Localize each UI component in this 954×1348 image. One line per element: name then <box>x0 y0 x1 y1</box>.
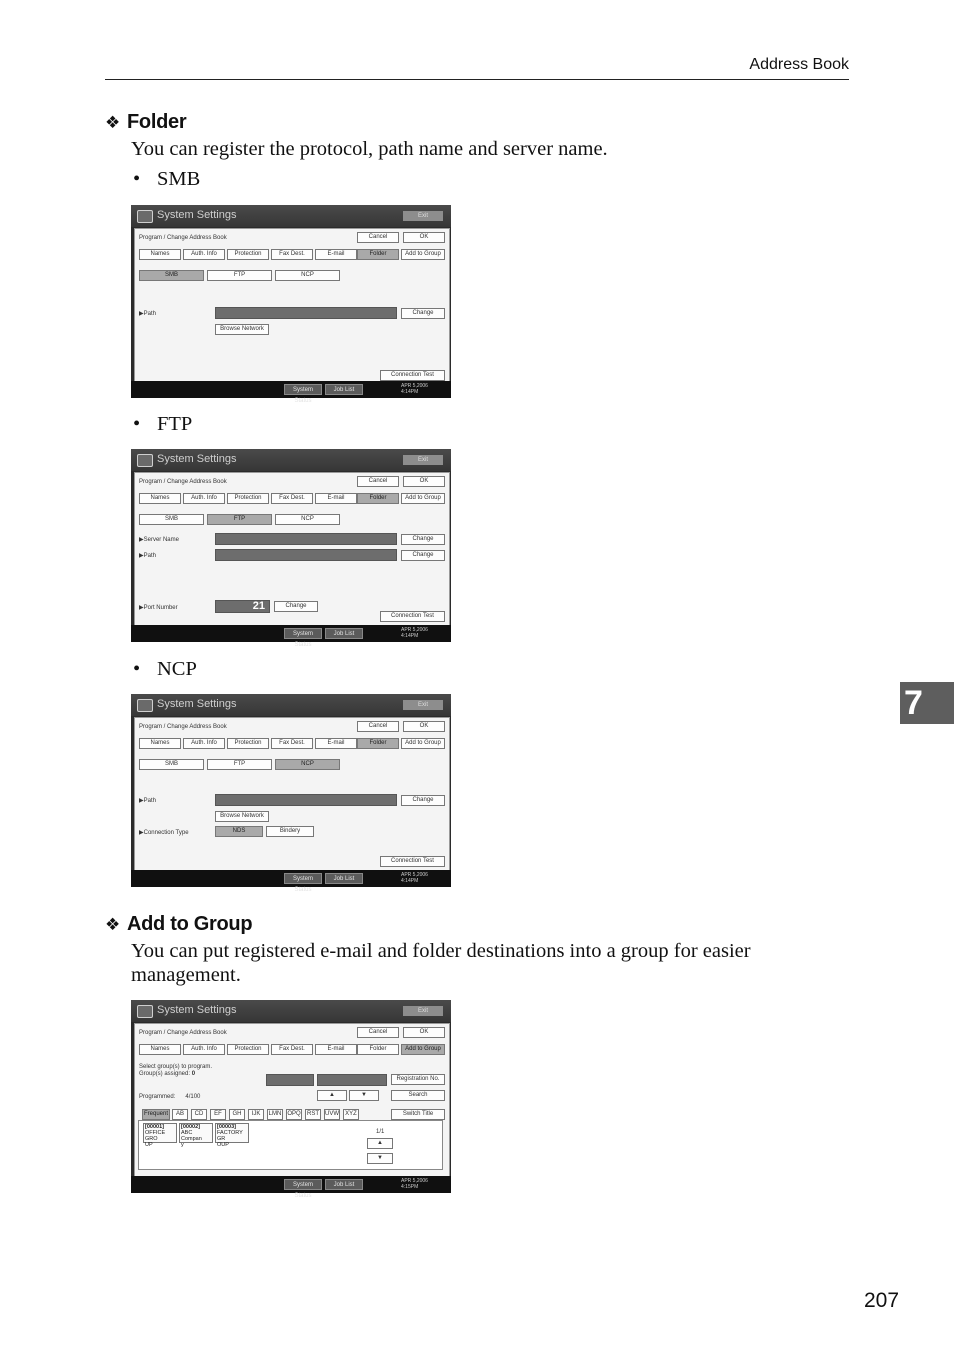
protocol-smb-button[interactable]: SMB <box>139 514 204 525</box>
app-title: System Settings <box>157 1004 237 1016</box>
group-entry[interactable]: [00003] FACTORY GR OUP <box>215 1123 249 1143</box>
tab-add-to-group[interactable]: Add to Group <box>401 249 445 260</box>
switch-title-button[interactable]: Switch Title <box>391 1109 445 1120</box>
tab-protection[interactable]: Protection <box>227 1044 269 1055</box>
protocol-ftp-button[interactable]: FTP <box>207 270 272 281</box>
ok-button[interactable]: OK <box>403 232 445 243</box>
screen-body <box>134 228 450 383</box>
ncp-screenshot <box>131 694 451 893</box>
date-time: APR 5,2006 4:14PM <box>401 872 428 884</box>
tab-folder[interactable]: Folder <box>357 493 399 504</box>
server-name-change-button[interactable]: Change <box>401 534 445 545</box>
connection-test-button[interactable]: Connection Test <box>380 611 445 622</box>
date-time: APR 5,2006 4:14PM <box>401 627 428 639</box>
tab-email[interactable]: E-mail <box>315 1044 357 1055</box>
ok-button[interactable]: OK <box>403 476 445 487</box>
select-instructions: Select group(s) to program. Group(s) assigned: 0 <box>139 1064 213 1077</box>
exit-button[interactable]: Exit <box>403 211 443 221</box>
protocol-ncp-button[interactable]: NCP <box>275 270 340 281</box>
tab-protection[interactable]: Protection <box>227 249 269 260</box>
path-change-button[interactable]: Change <box>401 308 445 319</box>
port-number-field[interactable]: 21 <box>215 600 270 613</box>
exit-button[interactable]: Exit <box>403 1006 443 1016</box>
folder-heading <box>105 111 186 134</box>
tab-folder[interactable]: Folder <box>357 738 399 749</box>
connection-test-button[interactable]: Connection Test <box>380 856 445 867</box>
add-to-group-screenshot <box>131 1000 451 1199</box>
tab-add-to-group[interactable]: Add to Group <box>401 493 445 504</box>
index-tab-ijk[interactable]: IJK <box>248 1109 264 1120</box>
cancel-button[interactable]: Cancel <box>357 721 399 732</box>
date-time: APR 5,2006 4:14PM <box>401 383 428 395</box>
index-tab-lmn[interactable]: LMN <box>267 1109 283 1120</box>
path-label: ▶Path <box>139 311 156 317</box>
tab-names[interactable]: Names <box>139 493 181 504</box>
status-footer <box>131 625 451 648</box>
job-list-button[interactable]: Job List <box>325 1179 363 1190</box>
exit-button[interactable]: Exit <box>403 700 443 710</box>
exit-button[interactable]: Exit <box>403 455 443 465</box>
index-tab-cd[interactable]: CD <box>191 1109 207 1120</box>
app-title: System Settings <box>157 209 237 221</box>
tab-auth-info[interactable]: Auth. Info <box>183 1044 225 1055</box>
search-button[interactable]: Search <box>391 1090 445 1101</box>
list-down-button[interactable]: ▼ <box>367 1153 393 1164</box>
browse-network-button[interactable]: Browse Network <box>215 324 269 335</box>
tab-add-to-group[interactable]: Add to Group <box>401 1044 445 1055</box>
path-field[interactable] <box>215 307 397 319</box>
group-entry[interactable]: [00001] OFFICE GRO UP <box>143 1123 177 1143</box>
add-to-group-description: You can put registered e-mail and folder destinations into a group for easier management. <box>131 940 751 986</box>
bindery-button[interactable]: Bindery <box>266 826 314 837</box>
tab-names[interactable]: Names <box>139 249 181 260</box>
cancel-button[interactable]: Cancel <box>357 232 399 243</box>
tab-folder[interactable]: Folder <box>357 1044 399 1055</box>
page-indicator: 1/1 <box>376 1129 385 1135</box>
settings-app-icon <box>137 210 153 223</box>
running-header: Address Book <box>749 56 849 73</box>
path-label: ▶Path <box>139 553 156 559</box>
index-tab-rst[interactable]: RST <box>305 1109 321 1120</box>
tab-auth-info[interactable]: Auth. Info <box>183 738 225 749</box>
index-tab-ab[interactable]: AB <box>172 1109 188 1120</box>
breadcrumb: Program / Change Address Book <box>139 479 227 485</box>
group-list <box>138 1120 443 1170</box>
index-tab-uvw[interactable]: UVW <box>324 1109 340 1120</box>
breadcrumb: Program / Change Address Book <box>139 1030 227 1036</box>
list-up-button[interactable]: ▲ <box>367 1138 393 1149</box>
bullet-dot-icon: • <box>133 658 141 680</box>
tab-add-to-group[interactable]: Add to Group <box>401 738 445 749</box>
group-entry[interactable]: [00002] ABC Compan y <box>179 1123 213 1143</box>
index-tab-ef[interactable]: EF <box>210 1109 226 1120</box>
settings-app-icon <box>137 454 153 467</box>
tab-fax-dest[interactable]: Fax Dest. <box>271 1044 313 1055</box>
bullet-smb: • SMB <box>133 168 201 190</box>
settings-app-icon <box>137 699 153 712</box>
breadcrumb: Program / Change Address Book <box>139 235 227 241</box>
tab-folder[interactable]: Folder <box>357 249 399 260</box>
system-status-button[interactable]: System Status <box>284 384 322 395</box>
title-bar <box>131 205 451 227</box>
index-tab-opq[interactable]: OPQ <box>286 1109 302 1120</box>
protocol-ncp-button[interactable]: NCP <box>275 514 340 525</box>
tab-auth-info[interactable]: Auth. Info <box>183 249 225 260</box>
server-name-label: ▶Server Name <box>139 537 179 543</box>
status-footer <box>131 381 451 404</box>
protocol-ncp-button[interactable]: NCP <box>275 759 340 770</box>
tab-names[interactable]: Names <box>139 738 181 749</box>
protocol-ftp-button[interactable]: FTP <box>207 759 272 770</box>
bullet-ncp: • NCP <box>133 658 197 680</box>
path-field[interactable] <box>215 794 397 806</box>
tab-protection[interactable]: Protection <box>227 738 269 749</box>
port-number-label: ▶Port Number <box>139 605 178 611</box>
bullet-dot-icon: • <box>133 413 141 435</box>
breadcrumb: Program / Change Address Book <box>139 724 227 730</box>
diamond-bullet-icon: ❖ <box>105 915 120 934</box>
path-change-button[interactable]: Change <box>401 795 445 806</box>
diamond-bullet-icon: ❖ <box>105 113 120 132</box>
tab-fax-dest[interactable]: Fax Dest. <box>271 493 313 504</box>
system-status-button[interactable]: System Status <box>284 1179 322 1190</box>
job-list-button[interactable]: Job List <box>325 628 363 639</box>
system-status-button[interactable]: System Status <box>284 873 322 884</box>
add-to-group-heading-text: Add to Group <box>127 913 253 935</box>
tab-fax-dest[interactable]: Fax Dest. <box>271 249 313 260</box>
tab-email[interactable]: E-mail <box>315 738 357 749</box>
index-tab-frequent[interactable]: Frequent <box>142 1109 170 1120</box>
folder-heading-text: Folder <box>127 111 187 133</box>
status-footer <box>131 1176 451 1199</box>
group-field-left[interactable] <box>266 1074 314 1086</box>
tab-email[interactable]: E-mail <box>315 249 357 260</box>
job-list-button[interactable]: Job List <box>325 384 363 395</box>
ftp-screenshot <box>131 449 451 648</box>
cancel-button[interactable]: Cancel <box>357 476 399 487</box>
app-title: System Settings <box>157 698 237 710</box>
connection-type-label: ▶Connection Type <box>139 830 189 836</box>
title-bar <box>131 1000 451 1022</box>
path-change-button[interactable]: Change <box>401 550 445 561</box>
bullet-dot-icon: • <box>133 168 141 190</box>
tab-email[interactable]: E-mail <box>315 493 357 504</box>
header-rule <box>105 79 849 80</box>
programmed-count: Programmed: 4/100 <box>139 1094 201 1100</box>
tab-fax-dest[interactable]: Fax Dest. <box>271 738 313 749</box>
job-list-button[interactable]: Job List <box>325 873 363 884</box>
smb-screenshot <box>131 205 451 404</box>
registration-no-button[interactable]: Registration No. <box>391 1074 445 1085</box>
page-number: 207 <box>864 1289 900 1312</box>
protocol-smb-button[interactable]: SMB <box>139 270 204 281</box>
connection-test-button[interactable]: Connection Test <box>380 370 445 381</box>
group-field-right[interactable] <box>317 1074 387 1086</box>
tab-names[interactable]: Names <box>139 1044 181 1055</box>
ok-button[interactable]: OK <box>403 1027 445 1038</box>
protocol-smb-button[interactable]: SMB <box>139 759 204 770</box>
nds-button[interactable]: NDS <box>215 826 263 837</box>
tab-auth-info[interactable]: Auth. Info <box>183 493 225 504</box>
bullet-ftp: • FTP <box>133 413 193 435</box>
chapter-tab: 7 <box>900 682 954 724</box>
index-tab-gh[interactable]: GH <box>229 1109 245 1120</box>
protocol-ftp-button[interactable]: FTP <box>207 514 272 525</box>
scroll-up-button[interactable]: ▲ <box>317 1090 347 1101</box>
ok-button[interactable]: OK <box>403 721 445 732</box>
server-name-field[interactable] <box>215 533 397 545</box>
path-field[interactable] <box>215 549 397 561</box>
status-footer <box>131 870 451 893</box>
port-change-button[interactable]: Change <box>274 601 318 612</box>
settings-app-icon <box>137 1005 153 1018</box>
title-bar <box>131 449 451 471</box>
browse-network-button[interactable]: Browse Network <box>215 811 269 822</box>
folder-description: You can register the protocol, path name and server name. <box>131 138 608 160</box>
screen-body <box>134 472 450 627</box>
title-bar <box>131 694 451 716</box>
path-label: ▶Path <box>139 798 156 804</box>
app-title: System Settings <box>157 453 237 465</box>
screen-body <box>134 717 450 872</box>
cancel-button[interactable]: Cancel <box>357 1027 399 1038</box>
add-to-group-heading <box>105 913 252 936</box>
tab-protection[interactable]: Protection <box>227 493 269 504</box>
date-time: APR 5,2006 4:15PM <box>401 1178 428 1190</box>
index-tab-xyz[interactable]: XYZ <box>343 1109 359 1120</box>
screen-body <box>134 1023 450 1178</box>
system-status-button[interactable]: System Status <box>284 628 322 639</box>
scroll-down-button[interactable]: ▼ <box>349 1090 379 1101</box>
